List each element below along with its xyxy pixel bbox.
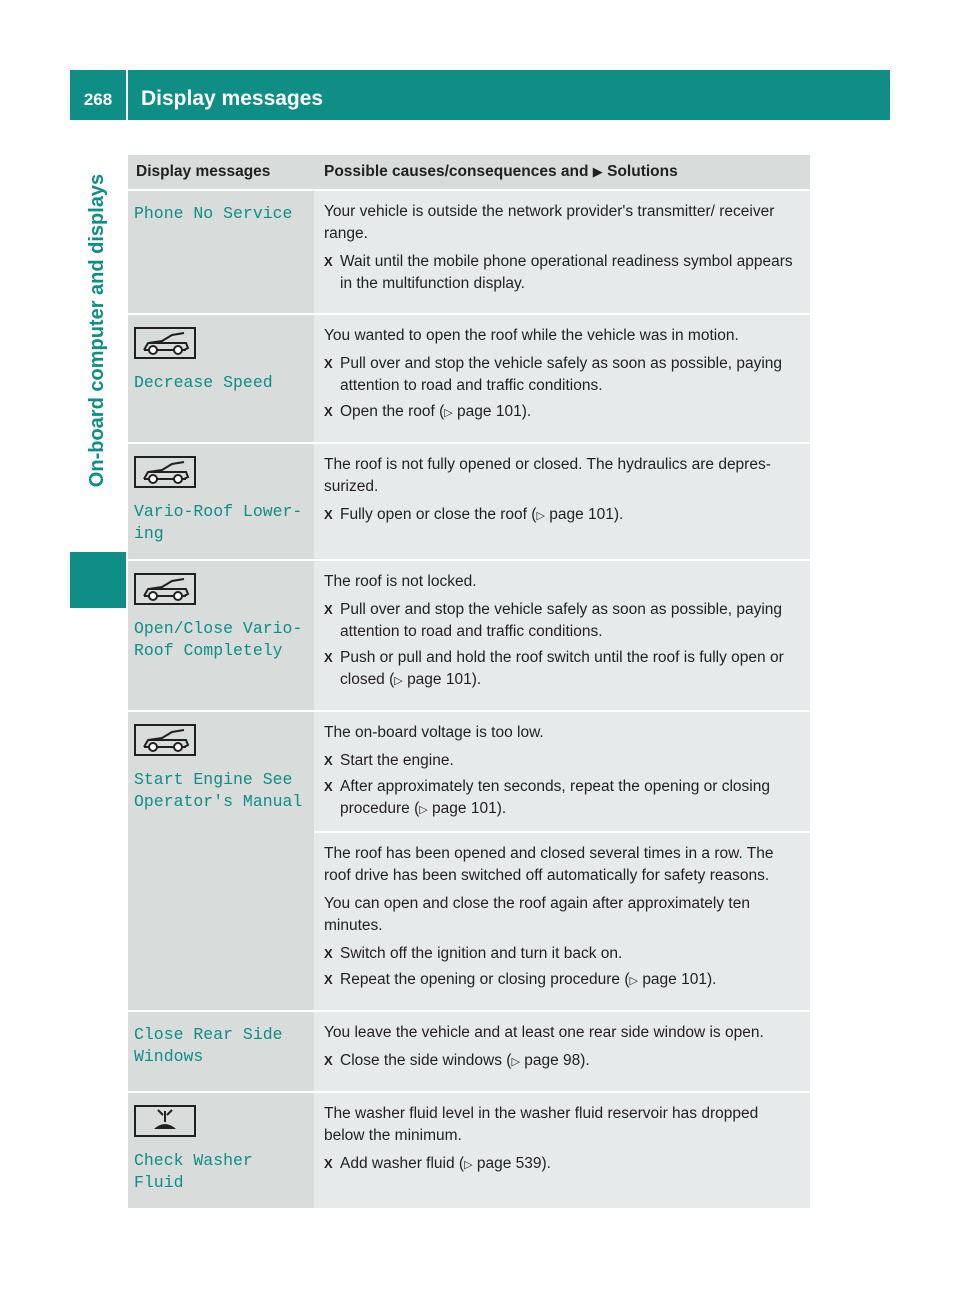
step-marker: X: [324, 753, 333, 768]
table-row: [128, 190, 810, 314]
convertible-roof-icon: [134, 724, 196, 756]
step-text: Push or pull and hold the roof switch until the roof is fully open or closed (: [340, 649, 784, 688]
message-cell: [128, 314, 314, 443]
solution-cell: [314, 1092, 810, 1209]
page-title: Display messages: [128, 70, 890, 120]
step-marker: X: [324, 404, 333, 419]
step-marker: X: [324, 356, 333, 371]
solution-cell: [314, 443, 810, 560]
page-reference-icon: ▷: [394, 675, 403, 687]
page-reference-icon: ▷: [444, 407, 453, 419]
cause-text: You can open and close the roof again after approximately ten minutes.: [324, 895, 750, 934]
cause-text: The washer fluid level in the washer fluid reservoir has dropped below the minimum.: [324, 1105, 759, 1144]
side-tab-label-wrap: [70, 120, 126, 540]
side-tab-label: On-board computer and displays: [86, 173, 109, 487]
solution-step: [324, 943, 802, 965]
message-text-line1: Start Engine See: [134, 770, 293, 789]
step-text: Pull over and stop the vehicle safely as soon as possible, paying attention to road and traffic conditions.: [340, 601, 783, 640]
column-header-solutions-prefix: Possible causes/consequences and: [324, 163, 589, 180]
side-tab-marker: [70, 552, 126, 608]
solution-step: [324, 504, 802, 527]
message-text-line1: Vario-Roof Lower‐: [134, 502, 303, 521]
page-reference[interactable]: page 98).: [524, 1052, 590, 1069]
page-reference-icon: ▷: [464, 1159, 473, 1171]
cause-text: You wanted to open the roof while the vehicle was in motion.: [324, 327, 739, 344]
cause-text: You leave the vehicle and at least one rear side window is open.: [324, 1024, 764, 1041]
message-text-line2: ing: [134, 524, 164, 543]
step-text: Switch off the ignition and turn it back on.: [340, 945, 623, 962]
message-cell: [128, 1092, 314, 1209]
table-row: [128, 560, 810, 711]
message-text-line1: Close Rear Side: [134, 1025, 283, 1044]
page-reference-icon: ▷: [419, 804, 428, 816]
solution-step: [324, 776, 802, 821]
page-reference[interactable]: page 101).: [407, 671, 482, 688]
page-reference[interactable]: page 101).: [457, 403, 532, 420]
message-cell: [128, 560, 314, 711]
message-text-line1: Open/Close Vario-: [134, 619, 303, 638]
side-tab: [70, 120, 126, 1160]
cause-text: The roof is not locked.: [324, 573, 477, 590]
solution-step: [324, 401, 802, 424]
step-marker: X: [324, 507, 333, 522]
table-row: [128, 1011, 810, 1092]
page-reference[interactable]: page 539).: [476, 1155, 551, 1172]
convertible-roof-icon: [134, 327, 196, 359]
step-text: Pull over and stop the vehicle safely as soon as possible, paying attention to road and traffic conditions.: [340, 355, 783, 394]
message-text: Decrease Speed: [134, 373, 273, 392]
table-row: [128, 1092, 810, 1209]
table-row: [128, 314, 810, 443]
page-reference-icon: ▷: [536, 510, 545, 522]
page-reference[interactable]: page 101).: [432, 800, 507, 817]
table-header-row: [128, 155, 810, 190]
step-text: After approximately ten seconds, repeat the opening or closing procedure (: [340, 778, 770, 817]
solution-step: [324, 969, 802, 992]
washer-fluid-icon: [134, 1105, 196, 1137]
step-marker: X: [324, 650, 333, 665]
page-number: 268: [70, 70, 126, 120]
column-header-messages: Display messages: [128, 155, 314, 190]
message-text-line2: Operator's Manual: [134, 792, 303, 811]
message-text-line2: Roof Completely: [134, 641, 283, 660]
message-text: Check Washer Fluid: [134, 1151, 253, 1192]
step-text: Start the engine.: [340, 752, 454, 769]
page-header: [70, 70, 890, 120]
cause-text: The roof is not fully opened or closed. The hydraulics are depres‐ surized.: [324, 456, 771, 495]
message-cell: [128, 190, 314, 314]
arrow-icon: ▶: [592, 164, 603, 179]
convertible-roof-icon: [134, 456, 196, 488]
solution-step: [324, 1050, 802, 1073]
solution-cell: [314, 1011, 810, 1092]
solution-step: [324, 647, 802, 692]
message-text-line2: Windows: [134, 1047, 204, 1066]
cause-text: Your vehicle is outside the network provider's transmitter/ receiver range.: [324, 203, 775, 242]
page-reference[interactable]: page 101).: [549, 506, 624, 523]
solution-cell: [314, 190, 810, 314]
step-marker: X: [324, 972, 333, 987]
solution-step: [324, 353, 802, 397]
convertible-roof-icon: [134, 573, 196, 605]
step-text: Repeat the opening or closing procedure (: [340, 971, 630, 988]
cause-text: The on-board voltage is too low.: [324, 724, 544, 741]
step-text: Wait until the mobile phone operational readiness symbol appears in the multifunction display.: [340, 253, 793, 292]
message-text: Phone No Service: [134, 204, 293, 223]
step-marker: X: [324, 1156, 333, 1171]
solution-step: [324, 750, 802, 772]
message-cell: [128, 443, 314, 560]
page-reference-icon: ▷: [629, 975, 638, 987]
step-text: Fully open or close the roof (: [340, 506, 537, 523]
display-messages-table: [128, 155, 810, 1210]
cause-text: The roof has been opened and closed several times in a row. The roof drive has been switched off automatically for safety reasons.: [324, 845, 774, 884]
page-reference[interactable]: page 101).: [642, 971, 717, 988]
step-marker: X: [324, 779, 333, 794]
table-row: [128, 711, 810, 1011]
solution-cell: [314, 314, 810, 443]
column-header-solutions: [314, 155, 810, 190]
cause-divider: [314, 831, 810, 833]
step-marker: X: [324, 254, 333, 269]
page-reference-icon: ▷: [511, 1056, 520, 1068]
step-text: Add washer fluid (: [340, 1155, 465, 1172]
solution-step: [324, 1153, 802, 1176]
step-marker: X: [324, 602, 333, 617]
column-header-solutions-suffix: Solutions: [607, 163, 678, 180]
solution-cell: [314, 711, 810, 1011]
step-text: Open the roof (: [340, 403, 445, 420]
solution-cell: [314, 560, 810, 711]
table-row: [128, 443, 810, 560]
step-marker: X: [324, 1053, 333, 1068]
step-marker: X: [324, 946, 333, 961]
solution-step: [324, 251, 802, 295]
solution-step: [324, 599, 802, 643]
message-cell: [128, 1011, 314, 1092]
step-text: Close the side windows (: [340, 1052, 512, 1069]
message-cell: [128, 711, 314, 1011]
